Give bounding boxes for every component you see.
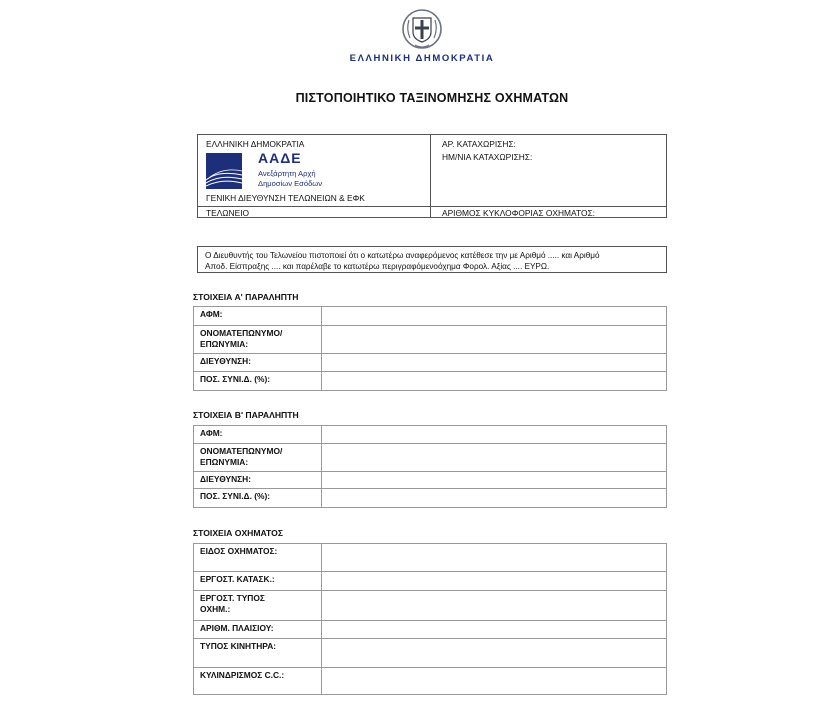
vehicle-title: ΣΤΟΙΧΕΙΑ ΟΧΗΜΑΤΟΣ bbox=[193, 528, 283, 538]
aade-subtitle-line1: Ανεξάρτητη Αρχή bbox=[258, 169, 316, 178]
table-row bbox=[194, 372, 667, 391]
table-row bbox=[194, 489, 667, 508]
certification-notice bbox=[197, 246, 667, 273]
table-row bbox=[194, 444, 667, 472]
address-label: ΔΙΕΥΘΥΝΣΗ: bbox=[194, 354, 322, 372]
afm-field[interactable] bbox=[322, 307, 667, 326]
model-field[interactable] bbox=[322, 591, 667, 621]
model-label: ΕΡΓΟΣΤ. ΤΥΠΟΣ ΟΧΗΜ.: bbox=[194, 591, 322, 621]
registration-date-label: ΗΜ/ΝΙΑ ΚΑΤΑΧΩΡΙΣΗΣ: bbox=[442, 152, 533, 162]
table-row bbox=[194, 591, 667, 621]
table-row bbox=[194, 307, 667, 326]
manufacturer-label: ΕΡΓΟΣΤ. ΚΑΤΑΣΚ.: bbox=[194, 572, 322, 591]
table-row bbox=[194, 544, 667, 572]
engine-label: ΤΥΠΟΣ ΚΙΝΗΤΗΡΑ: bbox=[194, 639, 322, 668]
recipient-a-table bbox=[193, 306, 667, 391]
table-row bbox=[194, 354, 667, 372]
customs-office-label: ΤΕΛΩΝΕΙΟ bbox=[206, 208, 250, 218]
aade-name: ΑΑΔΕ bbox=[258, 150, 302, 166]
republic-heading: ΕΛΛΗΝΙΚΗ ΔΗΜΟΚΡΑΤΙΑ bbox=[349, 53, 495, 64]
table-row bbox=[194, 621, 667, 639]
address-field[interactable] bbox=[322, 354, 667, 372]
afm-label: ΑΦΜ: bbox=[194, 426, 322, 444]
name-field[interactable] bbox=[322, 444, 667, 472]
directorate-name: ΓΕΝΙΚΗ ΔΙΕΥΘΥΝΣΗ ΤΕΛΩΝΕΙΩΝ & ΕΦΚ bbox=[206, 193, 365, 203]
issuer-info-box bbox=[197, 134, 667, 218]
vehicle-type-label: ΕΙΔΟΣ ΟΧΗΜΑΤΟΣ: bbox=[194, 544, 322, 572]
vehicle-table bbox=[193, 543, 667, 695]
name-label: ΟΝΟΜΑΤΕΠΩΝΥΜΟ/ ΕΠΩΝΥΜΙΑ: bbox=[194, 326, 322, 354]
cc-label: ΚΥΛΙΝΔΡΙΣΜΟΣ C.C.: bbox=[194, 668, 322, 695]
table-row bbox=[194, 668, 667, 695]
cc-field[interactable] bbox=[322, 668, 667, 695]
engine-field[interactable] bbox=[322, 639, 667, 668]
aade-subtitle-line2: Δημοσίων Εσόδων bbox=[258, 179, 323, 188]
greek-coat-of-arms-icon bbox=[401, 6, 443, 52]
document-title: ΠΙΣΤΟΠΟΙΗΤΙΚΟ ΤΑΞΙΝΟΜΗΣΗΣ ΟΧΗΜΑΤΩΝ bbox=[295, 91, 569, 105]
plate-number-label: ΑΡΙΘΜΟΣ ΚΥΚΛΟΦΟΡΙΑΣ ΟΧΗΜΑΤΟΣ: bbox=[442, 208, 595, 218]
issuer-republic: ΕΛΛΗΝΙΚΗ ΔΗΜΟΚΡΑΤΙΑ bbox=[206, 139, 305, 149]
table-row bbox=[194, 639, 667, 668]
chassis-field[interactable] bbox=[322, 621, 667, 639]
address-field[interactable] bbox=[322, 472, 667, 489]
name-field[interactable] bbox=[322, 326, 667, 354]
share-field[interactable] bbox=[322, 372, 667, 391]
afm-field[interactable] bbox=[322, 426, 667, 444]
aade-logo-icon bbox=[206, 153, 242, 189]
share-label: ΠΟΣ. ΣΥΝΙ.Δ. (%): bbox=[194, 489, 322, 508]
registration-number-label: ΑΡ. ΚΑΤΑΧΩΡΙΣΗΣ: bbox=[442, 139, 516, 149]
table-row bbox=[194, 426, 667, 444]
table-row bbox=[194, 572, 667, 591]
share-label: ΠΟΣ. ΣΥΝΙ.Δ. (%): bbox=[194, 372, 322, 391]
notice-line-1: Ο Διευθυντής του Τελωνείου πιστοποιεί ότι ο κατωτέρω αναφερόμενος κατέθεσε την με Αριθμό ..... και Αριθμό bbox=[205, 251, 600, 260]
vehicle-type-field[interactable] bbox=[322, 544, 667, 572]
afm-label: ΑΦΜ: bbox=[194, 307, 322, 326]
share-field[interactable] bbox=[322, 489, 667, 508]
name-label: ΟΝΟΜΑΤΕΠΩΝΥΜΟ/ ΕΠΩΝΥΜΙΑ: bbox=[194, 444, 322, 472]
notice-line-2: Αποδ. Είσπραξης .... και παρέλαβε το κατωτέρω περιγραφόμενοόχημα Φορολ. Αξίας .... ΕΥΡΩ. bbox=[205, 262, 550, 271]
table-row bbox=[194, 326, 667, 354]
chassis-label: ΑΡΙΘΜ. ΠΛΑΙΣΙΟΥ: bbox=[194, 621, 322, 639]
recipient-b-table bbox=[193, 425, 667, 508]
manufacturer-field[interactable] bbox=[322, 572, 667, 591]
recipient-a-title: ΣΤΟΙΧΕΙΑ Α' ΠΑΡΑΛΗΠΤΗ bbox=[193, 292, 299, 302]
table-row bbox=[194, 472, 667, 489]
address-label: ΔΙΕΥΘΥΝΣΗ: bbox=[194, 472, 322, 489]
recipient-b-title: ΣΤΟΙΧΕΙΑ Β' ΠΑΡΑΛΗΠΤΗ bbox=[193, 410, 299, 420]
